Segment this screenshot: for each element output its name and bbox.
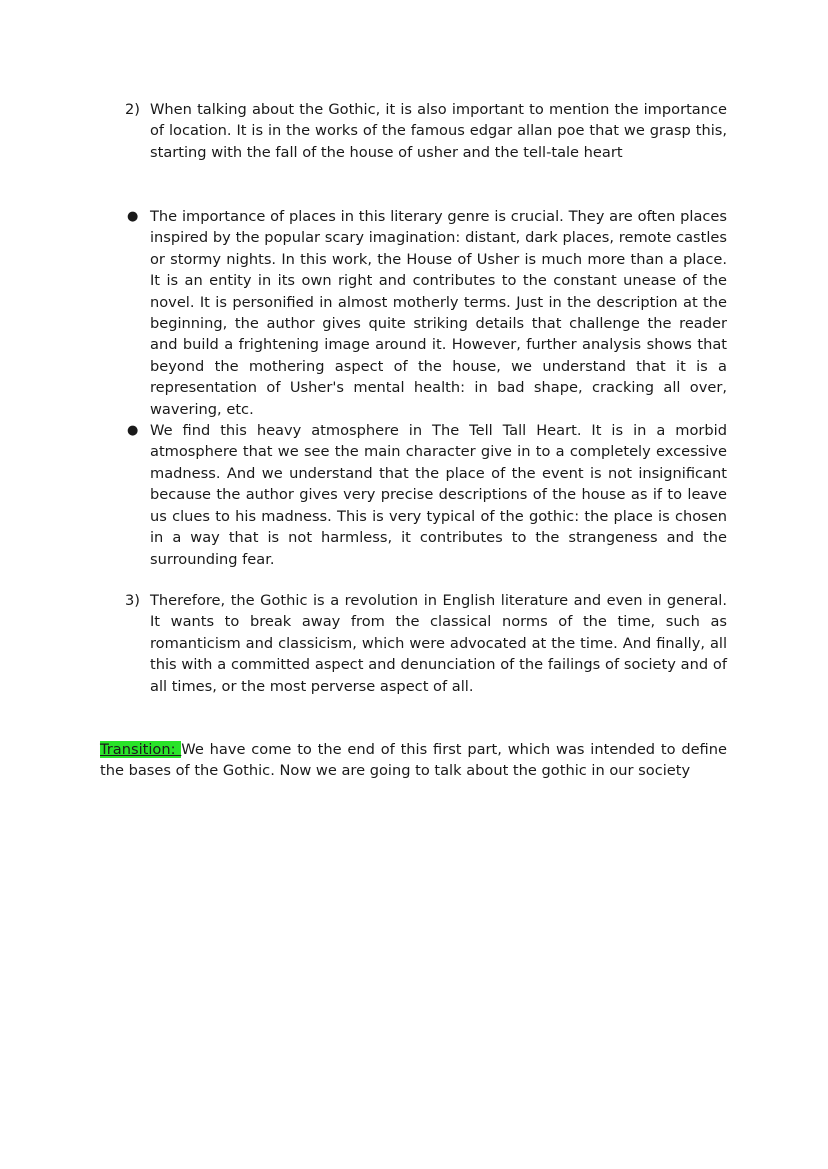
transition-paragraph bbox=[100, 739, 727, 782]
list-number: 2) bbox=[125, 101, 140, 118]
transition-label: Transition: bbox=[100, 741, 182, 758]
bullet-list bbox=[100, 206, 727, 570]
paragraph-text: Therefore, the Gothic is a revolution in English literature and even in general. It wants to break away from the classical norms of the time, such as romanticism and classicism, which were advocated at the time. And finally, all this with a committed aspect and denunciation of the failings of society and of all times, or the most perverse aspect of all. bbox=[150, 592, 727, 695]
bullet-item bbox=[100, 420, 727, 570]
bullet-icon: ● bbox=[127, 423, 139, 439]
list-number: 3) bbox=[125, 592, 140, 609]
numbered-item-2 bbox=[100, 99, 727, 163]
paragraph-text: The importance of places in this literary genre is crucial. They are often places inspired by the popular scary imagination: distant, dark places, remote castles or stormy nights. In this work, the House of Usher is much more than a place. It is an entity in its own right and contributes to the constant unease of the novel. It is personified in almost motherly terms. Just in the description at the beginning, the author gives quite striking details that challenge the reader and build a frightening image around it. However, further analysis shows that beyond the mothering aspect of the house, we understand that it is a representation of Usher's mental health: in bad shape, cracking all over, wavering, etc. bbox=[150, 208, 727, 418]
bullet-item bbox=[100, 206, 727, 420]
paragraph-text: When talking about the Gothic, it is also important to mention the importance of location. It is in the works of the famous edgar allan poe that we grasp this, starting with the fall of the house of usher and the tell-tale heart bbox=[150, 101, 727, 161]
numbered-item-3 bbox=[100, 590, 727, 697]
paragraph-text: We find this heavy atmosphere in The Tell Tall Heart. It is in a morbid atmosphere that we see the main character give in to a completely excessive madness. And we understand that the place of the event is not insignificant because the author gives very precise descriptions of the house as if to leave us clues to his madness. This is very typical of the gothic: the place is chosen in a way that is not harmless, it contributes to the strangeness and the surrounding fear. bbox=[150, 422, 727, 568]
bullet-icon: ● bbox=[127, 209, 139, 224]
transition-text: We have come to the end of this first part, which was intended to define the bases of the Gothic. Now we are going to talk about the gothic in our society bbox=[100, 741, 727, 780]
